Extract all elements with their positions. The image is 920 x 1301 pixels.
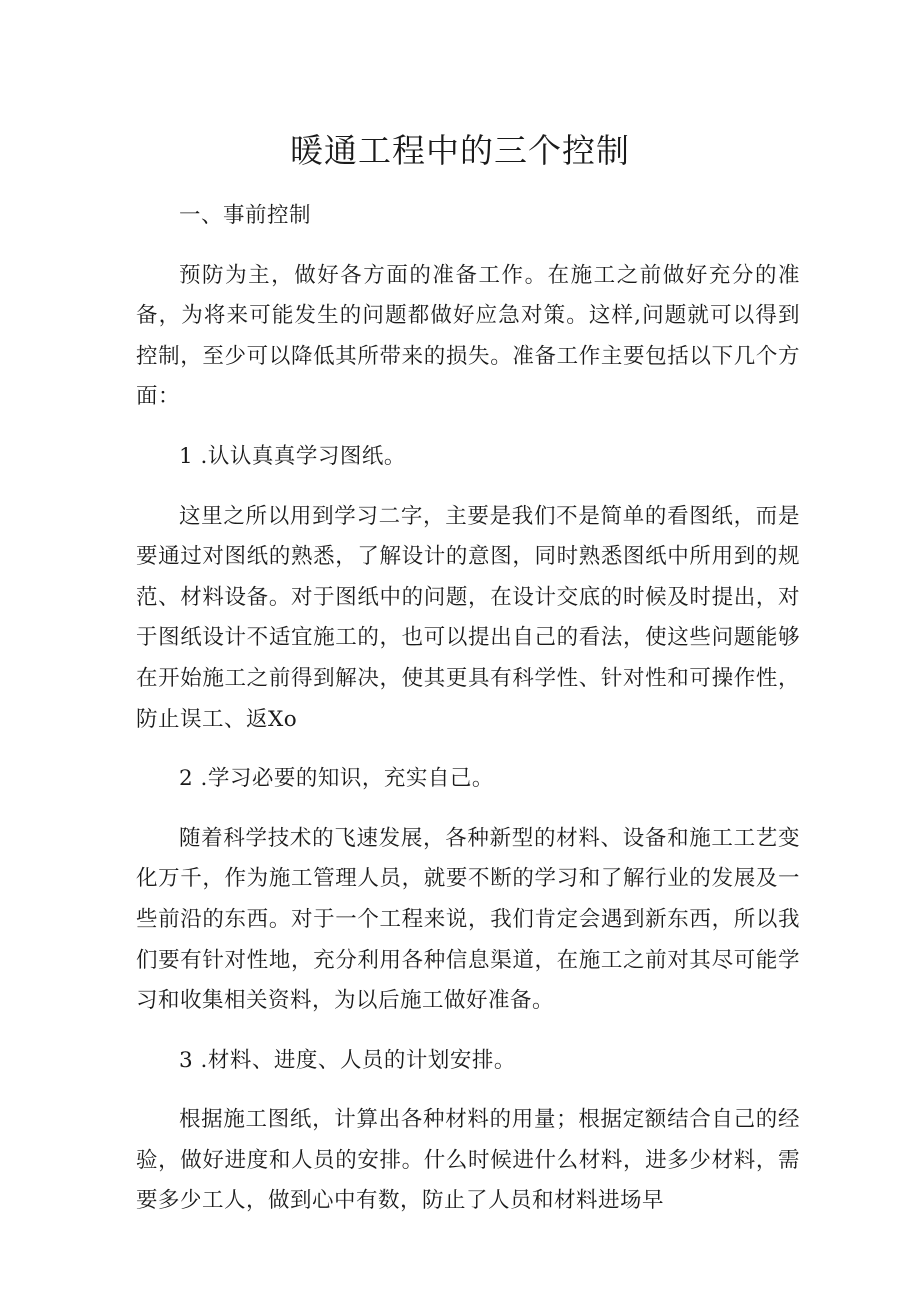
paragraph: 根据施工图纸，计算出各种材料的用量；根据定额结合自己的经验，做好进度和人员的安排。什么时候进什么材料，进多少材料，需要多少工人，做到心中有数，防止了人员和材料进场早	[136, 1107, 800, 1214]
document-body	[136, 196, 800, 1241]
paragraph: 预防为主，做好各方面的准备工作。在施工之前做好充分的准备，为将来可能发生的问题都做好应急对策。这样,问题就可以得到控制，至少可以降低其所带来的损失。准备工作主要包括以下几个方面：	[136, 262, 800, 410]
section-heading: 一、事前控制	[179, 203, 312, 228]
paragraph: 随着科学技术的飞速发展，各种新型的材料、设备和施工工艺变化万千，作为施工管理人员，就要不断的学习和了解行业的发展及一些前沿的东西。对于一个工程来说，我们肯定会遇到新东西，所以我们要有针对性地，充分利用各种信息渠道，在施工之前对其尽可能学习和收集相关资料，为以后施工做好准备。	[136, 825, 800, 1014]
item-heading: 3 .材料、进度、人员的计划安排。	[179, 1047, 516, 1073]
document-title: 暖通工程中的三个控制	[290, 131, 630, 170]
paragraph: 这里之所以用到学习二字，主要是我们不是简单的看图纸，而是要通过对图纸的熟悉，了解设计的意图，同时熟悉图纸中所用到的规范、材料设备。对于图纸中的问题，在设计交底的时候及时提出，对于图纸设计不适宜施工的，也可以提出自己的看法，使这些问题能够在开始施工之前得到解决，使其更具有科学性、针对性和可操作性，防止误工、返Xo	[136, 503, 800, 732]
item-heading: 1 .认认真真学习图纸。	[179, 443, 406, 469]
item-heading: 2 .学习必要的知识，充实自己。	[179, 766, 494, 792]
